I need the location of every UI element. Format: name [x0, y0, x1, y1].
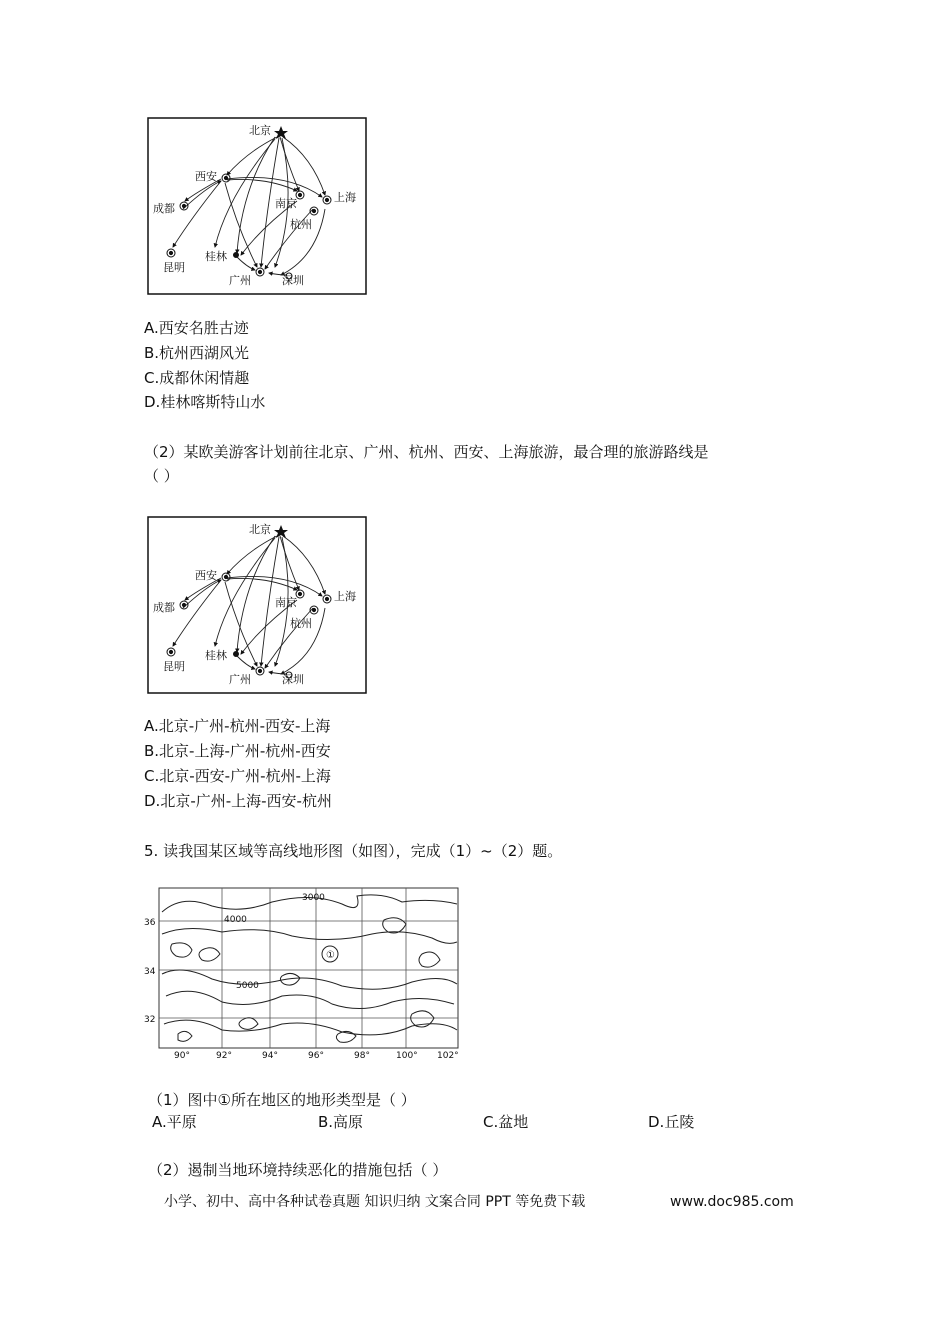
- contour-label-5000: 5000: [236, 981, 259, 991]
- q1-option-c: C.成都休闲情趣: [144, 369, 250, 387]
- label-shenzhen: 深圳: [282, 274, 304, 287]
- contour-label-4000: 4000: [224, 915, 247, 925]
- x-tick-92: 92°: [216, 1051, 232, 1060]
- label-guangzhou: 广州: [229, 673, 251, 686]
- label-shanghai: 上海: [334, 191, 356, 204]
- label-nanjing: 南京: [275, 596, 297, 609]
- label-xian: 西安: [195, 170, 217, 183]
- q5-1-option-a: A.平原: [152, 1113, 197, 1131]
- q5-1-option-d: D.丘陵: [648, 1113, 695, 1131]
- y-tick-36: 36: [144, 918, 156, 928]
- label-kunming: 昆明: [163, 660, 185, 673]
- x-tick-100: 100°: [396, 1051, 418, 1060]
- footer-url[interactable]: www.doc985.com: [670, 1194, 794, 1210]
- label-guilin: 桂林: [205, 649, 227, 662]
- region-marker-1: ①: [326, 950, 335, 961]
- x-tick-90: 90°: [174, 1051, 190, 1060]
- label-beijing: 北京: [249, 124, 271, 137]
- q5-1-option-b: B.高原: [318, 1113, 364, 1131]
- q1-option-a: A.西安名胜古迹: [144, 319, 249, 337]
- q2-stem: （2）某欧美游客计划前往北京、广州、杭州、西安、上海旅游，最合理的旅游路线是: [144, 443, 709, 461]
- x-tick-94: 94°: [262, 1051, 278, 1060]
- q5-1-option-c: C.盆地: [483, 1113, 529, 1131]
- label-chengdu: 成都: [153, 202, 175, 215]
- label-guangzhou: 广州: [229, 274, 251, 287]
- label-xian: 西安: [195, 569, 217, 582]
- x-tick-98: 98°: [354, 1051, 370, 1060]
- y-tick-34: 34: [144, 967, 156, 977]
- q1-option-d: D.桂林喀斯特山水: [144, 393, 266, 411]
- label-hangzhou: 杭州: [290, 617, 312, 630]
- footer-left: 小学、初中、高中各种试卷真题 知识归纳 文案合同 PPT 等免费下载: [164, 1194, 586, 1210]
- q2-stem-bracket: （ ）: [144, 467, 179, 485]
- contour-map: [142, 884, 462, 1060]
- contour-label-3000: 3000: [302, 893, 325, 903]
- q1-option-b: B.杭州西湖风光: [144, 344, 250, 362]
- tourism-route-map-2: [147, 516, 367, 694]
- q2-option-d: D.北京-广州-上海-西安-杭州: [144, 792, 332, 810]
- tourism-route-map-1: [147, 117, 367, 295]
- label-beijing: 北京: [249, 523, 271, 536]
- label-hangzhou: 杭州: [290, 218, 312, 231]
- q5-stem: 5. 读我国某区域等高线地形图（如图），完成（1）~（2）题。: [144, 842, 563, 860]
- label-kunming: 昆明: [163, 261, 185, 274]
- label-shenzhen: 深圳: [282, 673, 304, 686]
- q2-option-c: C.北京-西安-广州-杭州-上海: [144, 767, 331, 785]
- x-tick-102: 102°: [437, 1051, 459, 1060]
- q2-option-a: A.北京-广州-杭州-西安-上海: [144, 717, 331, 735]
- q5-2-stem: （2）遏制当地环境持续恶化的措施包括（ ）: [148, 1161, 448, 1179]
- label-guilin: 桂林: [205, 250, 227, 263]
- label-shanghai: 上海: [334, 590, 356, 603]
- q2-option-b: B.北京-上海-广州-杭州-西安: [144, 742, 331, 760]
- label-chengdu: 成都: [153, 601, 175, 614]
- q5-1-stem: （1）图中①所在地区的地形类型是（ ）: [148, 1091, 416, 1109]
- x-tick-96: 96°: [308, 1051, 324, 1060]
- y-tick-32: 32: [144, 1015, 156, 1025]
- label-nanjing: 南京: [275, 197, 297, 210]
